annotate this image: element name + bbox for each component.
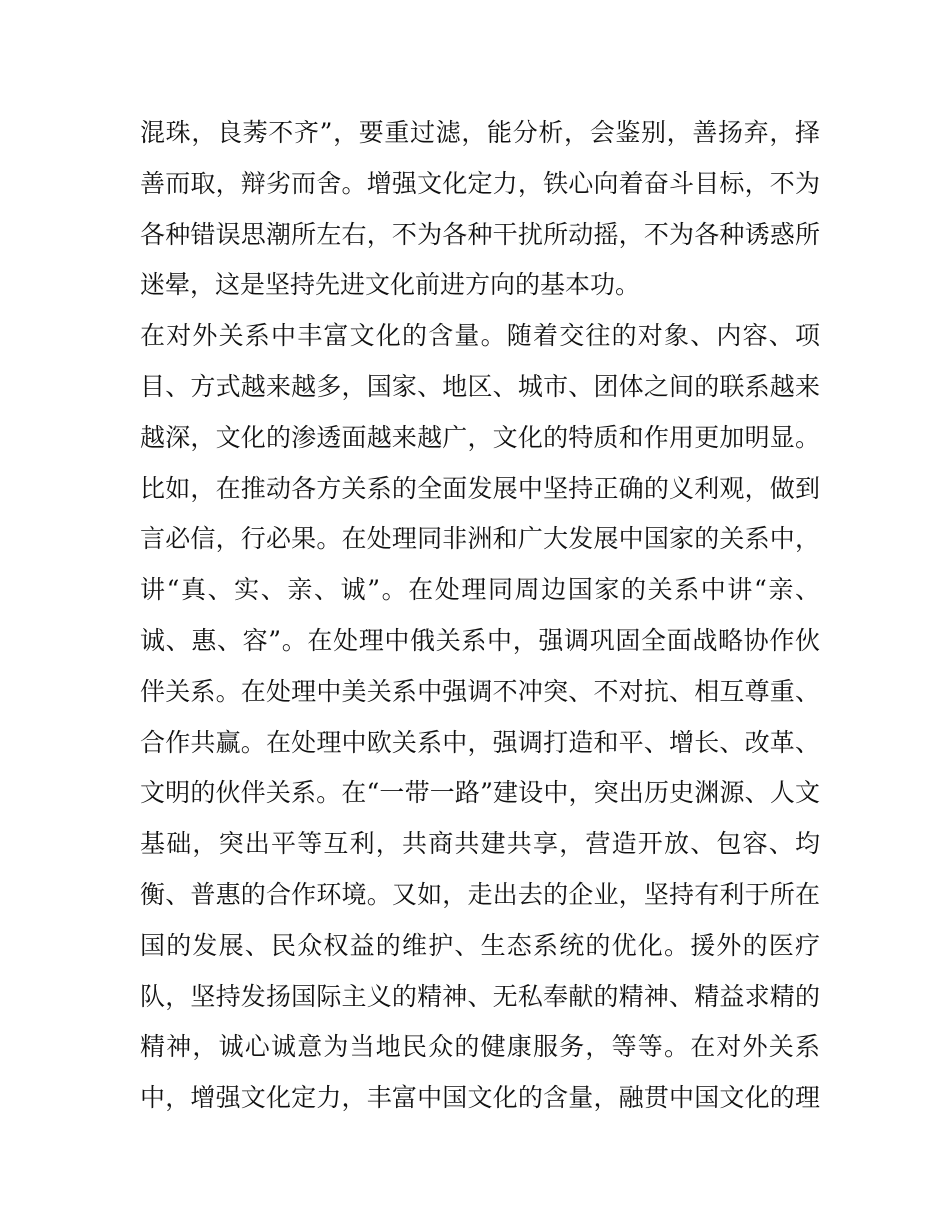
text-line: 越深，文化的渗透面越来越广，文化的特质和作用更加明显。 xyxy=(140,422,820,452)
text-line: 中，增强文化定力，丰富中国文化的含量，融贯中国文化的理 xyxy=(140,1083,820,1113)
text-line: 队，坚持发扬国际主义的精神、无私奉献的精神、精益求精的 xyxy=(140,981,820,1011)
text-line: 文明的伙伴关系。在“一带一路”建设中，突出历史渊源、人文 xyxy=(140,778,820,808)
body-text xyxy=(140,108,820,1124)
text-line: 言必信，行必果。在处理同非洲和广大发展中国家的关系中， xyxy=(140,524,820,554)
text-line: 基础，突出平等互利，共商共建共享，营造开放、包容、均 xyxy=(140,829,820,859)
text-line: 精神，诚心诚意为当地民众的健康服务，等等。在对外关系 xyxy=(140,1032,820,1062)
text-line: 迷晕，这是坚持先进文化前进方向的基本功。 xyxy=(140,270,641,300)
text-line: 衡、普惠的合作环境。又如，走出去的企业，坚持有利于所在 xyxy=(140,879,820,909)
text-line: 诚、惠、容”。在处理中俄关系中，强调巩固全面战略协作伙 xyxy=(140,625,820,655)
text-line: 在对外关系中丰富文化的含量。随着交往的对象、内容、项 xyxy=(140,321,820,351)
text-line: 目、方式越来越多，国家、地区、城市、团体之间的联系越来 xyxy=(140,371,820,401)
text-line: 伴关系。在处理中美关系中强调不冲突、不对抗、相互尊重、 xyxy=(140,676,820,706)
text-line: 善而取，辩劣而舍。增强文化定力，铁心向着奋斗目标，不为 xyxy=(140,168,820,198)
text-line: 讲“真、实、亲、诚”。在处理同周边国家的关系中讲“亲、 xyxy=(140,575,820,605)
text-line: 合作共赢。在处理中欧关系中，强调打造和平、增长、改革、 xyxy=(140,727,820,757)
text-line: 混珠，良莠不齐”，要重过滤，能分析，会鉴别，善扬弃，择 xyxy=(140,118,820,147)
text-line: 比如，在推动各方关系的全面发展中坚持正确的义利观，做到 xyxy=(140,473,820,503)
text-line: 各种错误思潮所左右，不为各种干扰所动摇，不为各种诱惑所 xyxy=(140,219,820,249)
text-line: 国的发展、民众权益的维护、生态系统的优化。援外的医疗 xyxy=(140,930,820,960)
